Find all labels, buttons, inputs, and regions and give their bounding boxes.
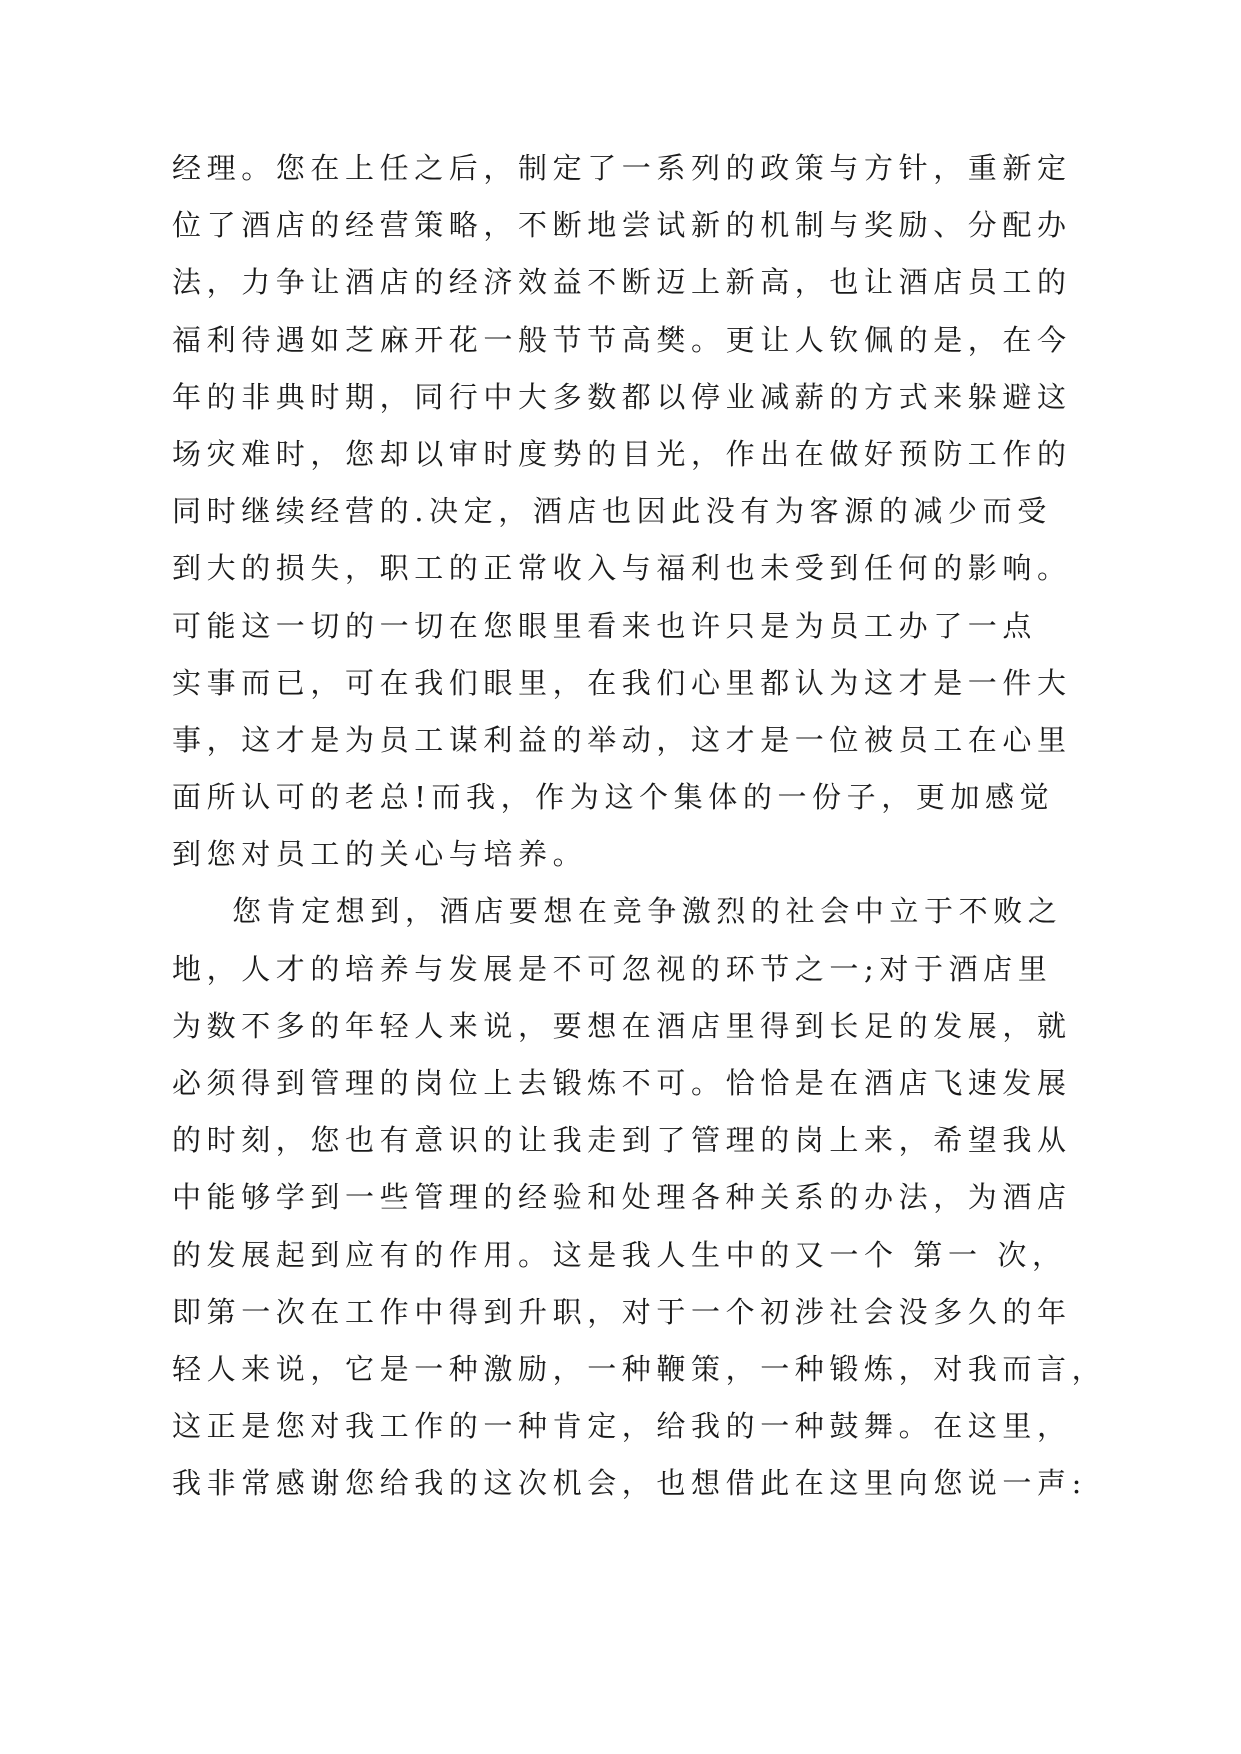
body-text [172,140,1107,1513]
text-line: 这正是您对我工作的一种肯定，给我的一种鼓舞。在这里， [172,1409,1072,1444]
text-line: 场灾难时，您却以审时度势的目光，作出在做好预防工作的 [172,436,1072,471]
text-line: 年的非典时期，同行中大多数都以停业减薪的方式来躲避这 [172,379,1072,414]
text-line: 福利待遇如芝麻开花一般节节高樊。更让人钦佩的是，在今 [172,322,1072,357]
text-line: 我非常感谢您给我的这次机会，也想借此在这里向您说一声: [172,1466,1087,1501]
text-line: 面所认可的老总!而我，作为这个集体的一份子，更加感觉 [172,780,1055,815]
text-line: 到您对员工的关心与培养。 [172,837,588,872]
text-line: 实事而已，可在我们眼里，在我们心里都认为这才是一件大 [172,665,1072,700]
text-line: 的时刻，您也有意识的让我走到了管理的岗上来，希望我从 [172,1123,1072,1158]
text-line: 轻人来说，它是一种激励，一种鞭策，一种锻炼，对我而言， [172,1351,1107,1386]
text-line: 可能这一切的一切在您眼里看来也许只是为员工办了一点 [172,608,1038,643]
text-line: 经理。您在上任之后，制定了一系列的政策与方针，重新定 [172,151,1072,185]
text-line: 您肯定想到，酒店要想在竞争激烈的社会中立于不败之 [232,894,1063,929]
text-line: 的发展起到应有的作用。这是我人生中的又一个 第一 次， [172,1237,1067,1272]
text-line: 事，这才是为员工谋利益的举动，这才是一位被员工在心里 [172,722,1072,757]
text-line: 位了酒店的经营策略，不断地尝试新的机制与奖励、分配办 [172,208,1072,243]
text-line: 为数不多的年轻人来说，要想在酒店里得到长足的发展，就 [172,1008,1072,1043]
text-line: 即第一次在工作中得到升职，对于一个初涉社会没多久的年 [172,1294,1072,1329]
text-line: 到大的损失，职工的正常收入与福利也未受到任何的影响。 [172,551,1072,586]
text-line: 中能够学到一些管理的经验和处理各种关系的办法，为酒店 [172,1180,1072,1215]
text-line: 地，人才的培养与发展是不可忽视的环节之一;对于酒店里 [172,951,1053,986]
text-line: 必须得到管理的岗位上去锻炼不可。恰恰是在酒店飞速发展 [172,1066,1072,1100]
text-line: 同时继续经营的.决定，酒店也因此没有为客源的减少而受 [172,494,1052,529]
text-line: 法，力争让酒店的经济效益不断迈上新高，也让酒店员工的 [172,265,1072,300]
